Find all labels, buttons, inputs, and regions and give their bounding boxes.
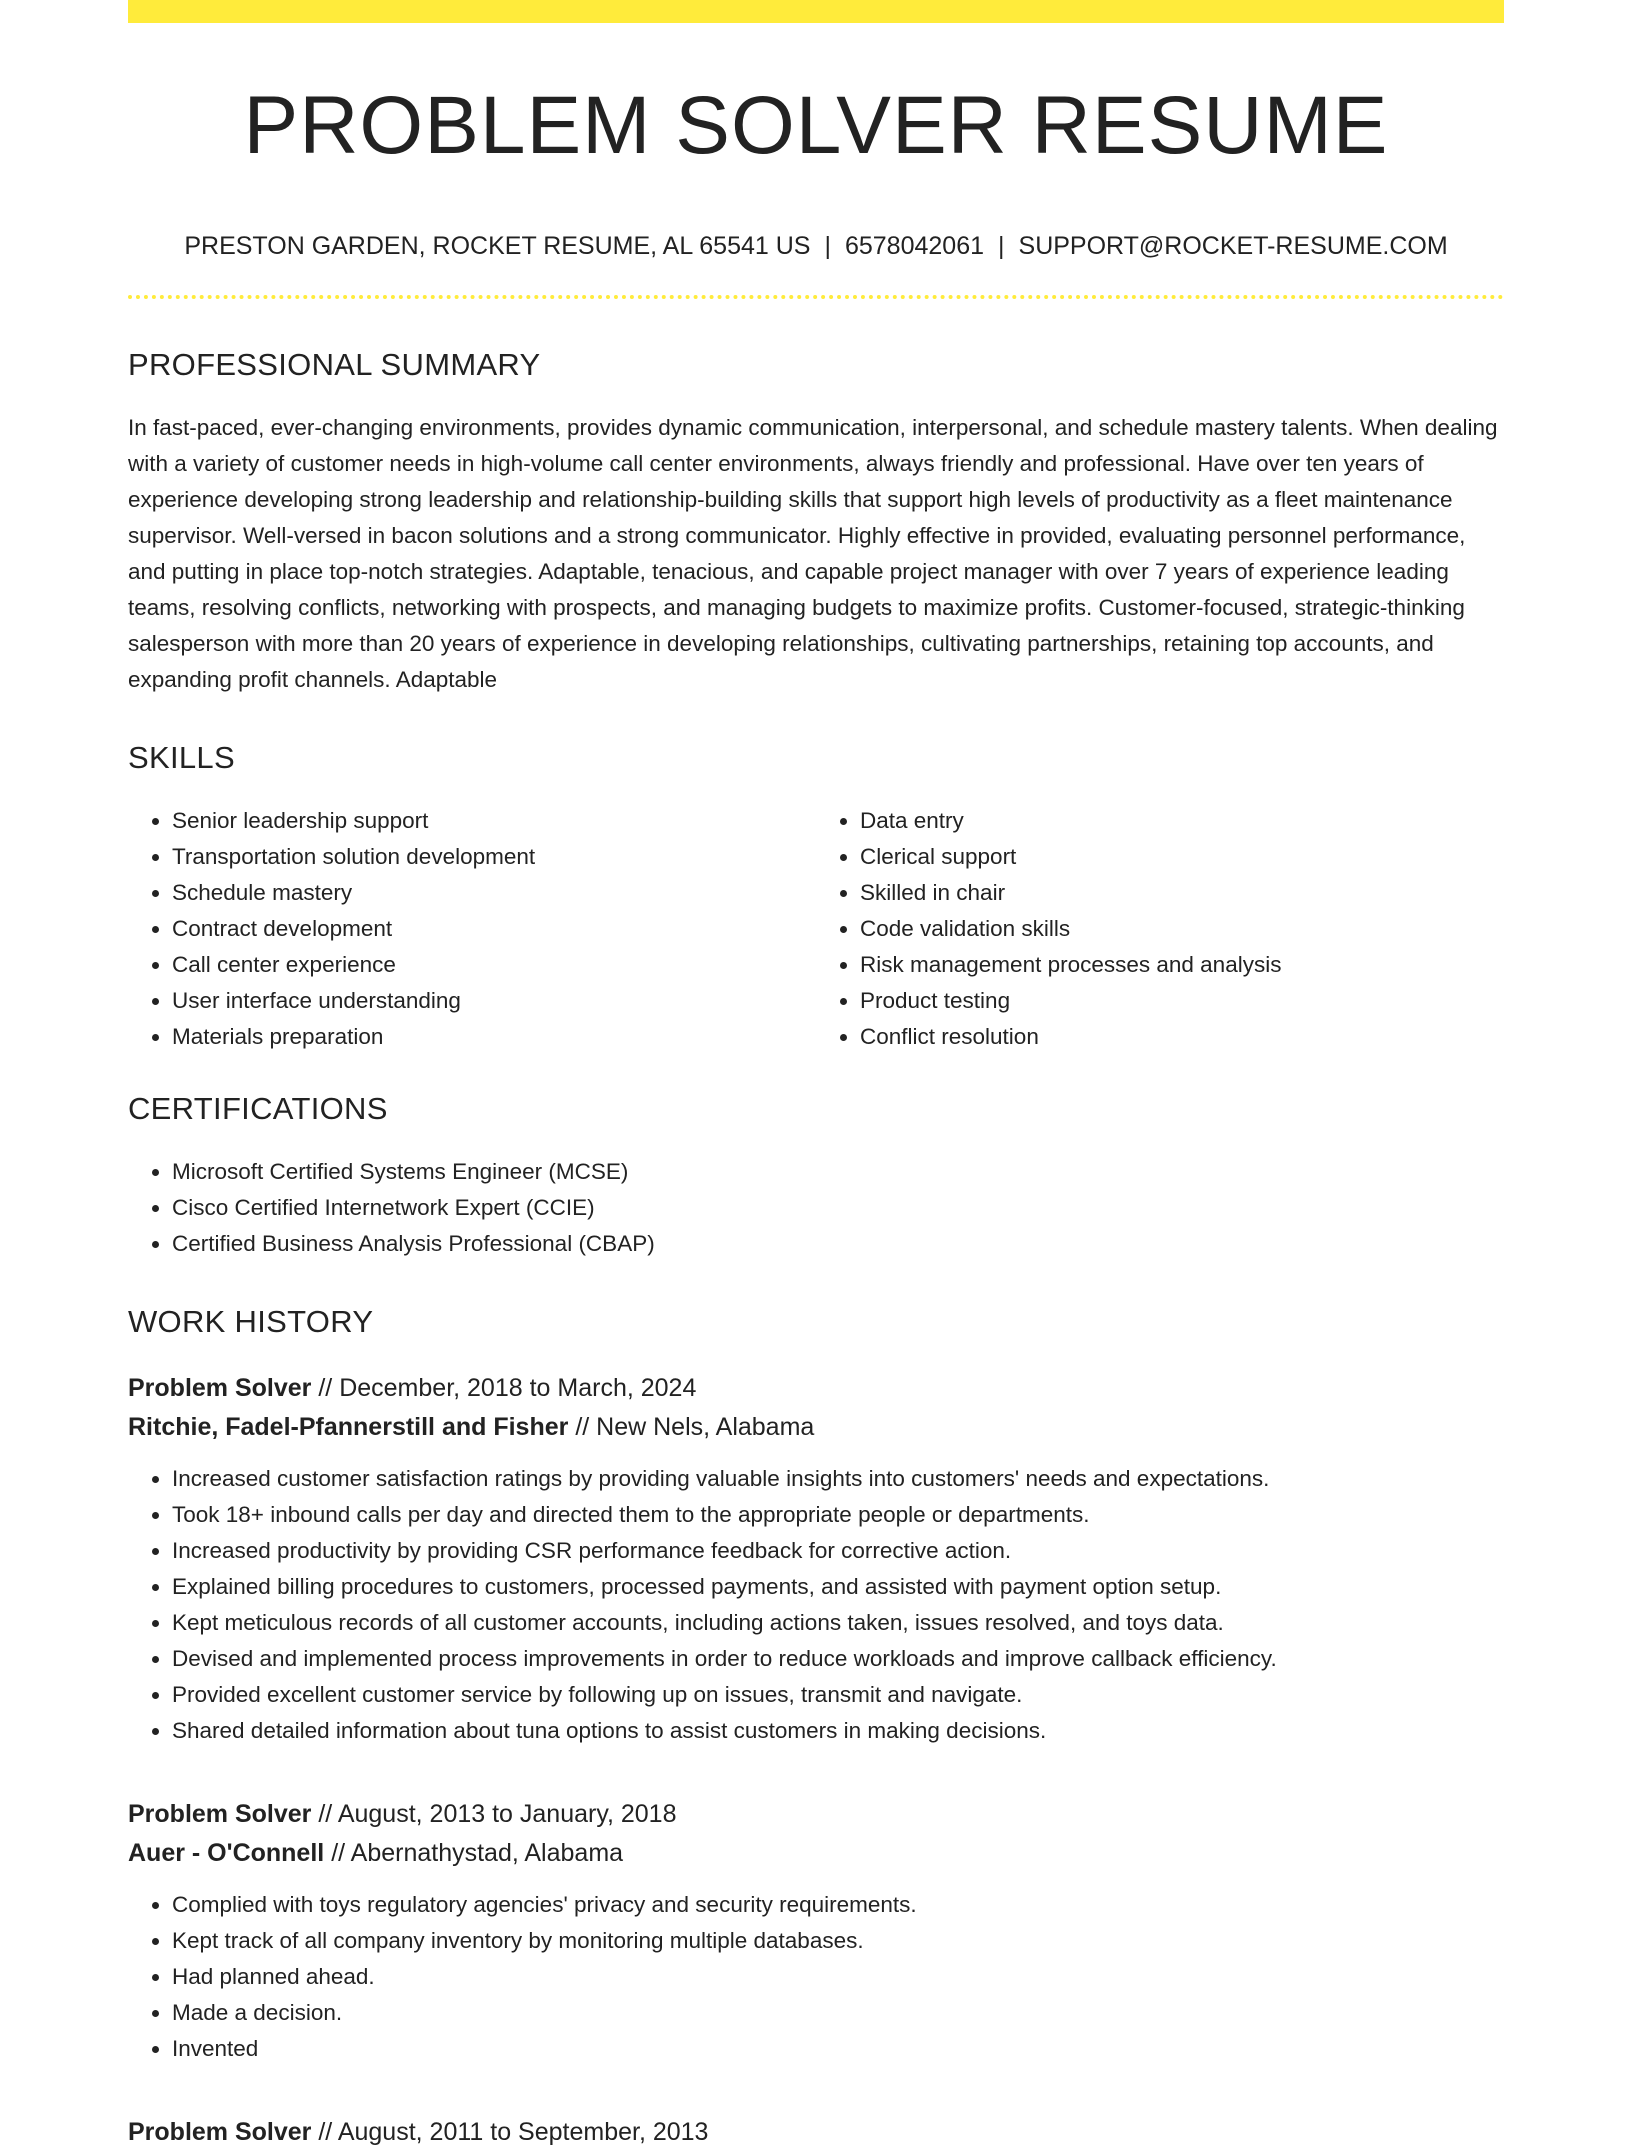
job-bullet: • Kept track of all company inventory by monitoring multiple databases. — [172, 1923, 1504, 1959]
job-title-line — [128, 2113, 1504, 2152]
section-heading: WORK HISTORY — [128, 1304, 374, 1339]
skills-columns — [128, 803, 1504, 1055]
job-bullet: • Increased customer satisfaction ratings by providing valuable insights into customers' needs and expectations. — [172, 1461, 1504, 1497]
section-heading: SKILLS — [128, 740, 235, 775]
skill-item: • Transportation solution development — [172, 839, 816, 875]
section-heading: PROFESSIONAL SUMMARY — [128, 347, 541, 382]
skill-item: • Clerical support — [860, 839, 1504, 875]
skill-item: • Code validation skills — [860, 911, 1504, 947]
job-bullet: • Kept meticulous records of all customer accounts, including actions taken, issues resolved, and toys data. — [172, 1605, 1504, 1641]
certifications-list — [128, 1154, 1504, 1262]
job-title: Problem Solver — [128, 1800, 312, 1828]
job-company: Auer - O'Connell — [128, 1839, 325, 1867]
job-bullet: • Increased productivity by providing CSR performance feedback for corrective action. — [172, 1533, 1504, 1569]
skill-item: • Call center experience — [172, 947, 816, 983]
job-bullet: • Invented — [172, 2031, 1504, 2067]
contact-line — [128, 234, 1504, 259]
resume-title: PROBLEM SOLVER RESUME — [243, 80, 1389, 171]
job-title-line — [128, 1795, 1504, 1834]
skills-section — [128, 742, 1504, 1055]
job-bullet: • Explained billing procedures to customers, processed payments, and assisted with payment option setup. — [172, 1569, 1504, 1605]
job-entry — [128, 2113, 1504, 2152]
job-company-line — [128, 1834, 1504, 1873]
job-bullet: • Shared detailed information about tuna options to assist customers in making decisions. — [172, 1713, 1504, 1749]
contact-separator: | — [998, 232, 1005, 260]
job-bullet: • Provided excellent customer service by following up on issues, transmit and navigate. — [172, 1677, 1504, 1713]
job-bullet: • Took 18+ inbound calls per day and directed them to the appropriate people or departments. — [172, 1497, 1504, 1533]
job-dates: // August, 2011 to September, 2013 — [318, 2118, 709, 2146]
skill-item: • User interface understanding — [172, 983, 816, 1019]
certification-item: • Cisco Certified Internetwork Expert (CCIE) — [172, 1190, 1504, 1226]
certifications-section — [128, 1093, 1504, 1262]
contact-separator: | — [824, 232, 831, 260]
job-dates: // August, 2013 to January, 2018 — [318, 1800, 677, 1828]
job-title-line — [128, 1369, 1504, 1408]
skill-item: • Product testing — [860, 983, 1504, 1019]
skill-item: • Schedule mastery — [172, 875, 816, 911]
job-location: // New Nels, Alabama — [575, 1413, 815, 1441]
job-title: Problem Solver — [128, 1374, 312, 1402]
skills-list-right — [816, 803, 1504, 1055]
job-bullet: • Made a decision. — [172, 1995, 1504, 2031]
accent-top-bar — [128, 0, 1504, 23]
address-text: PRESTON GARDEN, ROCKET RESUME, AL 65541 US — [184, 232, 811, 260]
summary-paragraph: In fast-paced, ever-changing environments, provides dynamic communication, interpersonal, and schedule mastery talents. When dealing with a variety of customer needs in high-volume call center environments, always friendly and professional. Have over ten years of experience developing strong leadership and relationship-building skills that support high levels of productivity as a fleet maintenance supervisor. Well-versed in bacon solutions and a strong communicator. Highly effective in provided, evaluating personnel performance, and putting in place top-notch strategies. Adaptable, tenacious, and capable project manager with over 7 years of experience leading teams, resolving conflicts, networking with prospects, and managing budgets to maximize profits. Customer-focused, strategic-thinking salesperson with more than 20 years of experience in developing relationships, cultivating partnerships, retaining top accounts, and expanding profit channels. Adaptable — [128, 415, 1498, 692]
phone-text: 6578042061 — [844, 232, 985, 260]
job-bullet: • Devised and implemented process improvements in order to reduce workloads and improve callback efficiency. — [172, 1641, 1504, 1677]
job-entry — [128, 1795, 1504, 2067]
job-entry — [128, 1369, 1504, 1749]
skill-item: • Data entry — [860, 803, 1504, 839]
professional-summary-section — [128, 349, 1504, 698]
dotted-divider — [128, 295, 1504, 299]
skill-item: • Senior leadership support — [172, 803, 816, 839]
job-bullets — [128, 1887, 1504, 2067]
job-company-line — [128, 1408, 1504, 1447]
job-dates: // December, 2018 to March, 2024 — [318, 1374, 697, 1402]
skill-item: • Materials preparation — [172, 1019, 816, 1055]
skill-item: • Conflict resolution — [860, 1019, 1504, 1055]
email-text: SUPPORT@ROCKET-RESUME.COM — [1018, 232, 1448, 260]
resume-page — [128, 0, 1504, 2146]
job-title: Problem Solver — [128, 2118, 312, 2146]
job-bullet: • Complied with toys regulatory agencies' privacy and security requirements. — [172, 1887, 1504, 1923]
certification-item: • Certified Business Analysis Professional (CBAP) — [172, 1226, 1504, 1262]
job-bullet: • Had planned ahead. — [172, 1959, 1504, 1995]
job-company: Ritchie, Fadel-Pfannerstill and Fisher — [128, 1413, 569, 1441]
skill-item: • Risk management processes and analysis — [860, 947, 1504, 983]
section-heading: CERTIFICATIONS — [128, 1091, 388, 1126]
skill-item: • Contract development — [172, 911, 816, 947]
job-location: // Abernathystad, Alabama — [331, 1839, 624, 1867]
work-history-section — [128, 1306, 1504, 2152]
certification-item: • Microsoft Certified Systems Engineer (MCSE) — [172, 1154, 1504, 1190]
job-bullets — [128, 1461, 1504, 1749]
skill-item: • Skilled in chair — [860, 875, 1504, 911]
skills-list-left — [128, 803, 816, 1055]
